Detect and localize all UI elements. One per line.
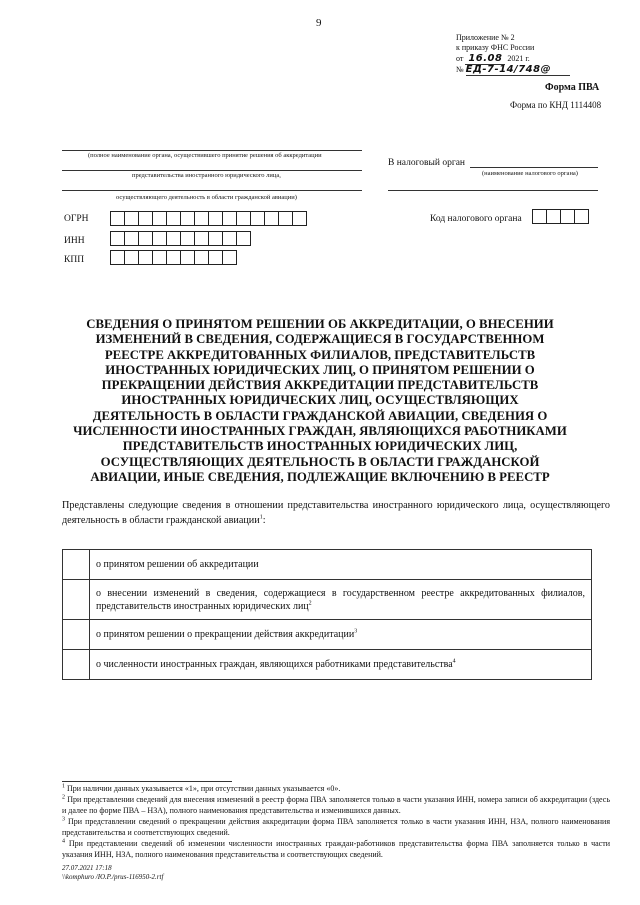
option-row <box>63 620 592 650</box>
intro-body: Представлены следующие сведения в отношении представительства иностранного юридического лица, осуществляющего деятельность в области гражданской авиации <box>62 500 610 526</box>
option-checkbox-changes[interactable] <box>63 580 90 620</box>
options-table <box>62 549 592 680</box>
kpp-label: КПП <box>64 255 85 265</box>
intro-text <box>62 498 610 528</box>
date-prefix: от <box>456 54 464 63</box>
footnote-1: $^1$ При наличии данных указывается «1», при отсутствии данных указывается «0». <box>62 783 341 793</box>
kpp-cells[interactable] <box>110 250 236 265</box>
document-title: СВЕДЕНИЯ О ПРИНЯТОМ РЕШЕНИИ ОБ АККРЕДИТАЦИИ, О ВНЕСЕНИИ ИЗМЕНЕНИЙ В СВЕДЕНИЯ, СОДЕРЖАЩИЕСЯ В ГОСУДАРСТВЕННОМ РЕЕСТРЕ АККРЕДИТОВАННЫХ ФИЛИАЛОВ, ПРЕДСТАВИТЕЛЬСТВ ИНОСТРАННЫХ ЮРИДИЧЕСКИХ ЛИЦ, О ПРИНЯТОМ РЕШЕНИИ О ПРЕКРАЩЕНИИ ДЕЙСТВИЯ АККРЕДИТАЦИИ ПРЕДСТАВИТЕЛЬСТВ ИНОСТРАННЫХ ЮРИДИЧЕСКИХ ЛИЦ, ОСУЩЕСТВЛЯЮЩИХ ДЕЯТЕЛЬНОСТЬ В ОБЛАСТИ ГРАЖДАНСКОЙ АВИАЦИИ, СВЕДЕНИЯ О ЧИСЛЕННОСТИ ИНОСТРАННЫХ ГРАЖДАН, ЯВЛЯЮЩИХСЯ РАБОТНИКАМИ ПРЕДСТАВИТЕЛЬСТВ ИНОСТРАННЫХ ЮРИДИЧЕСКИХ ЛИЦ, ОСУЩЕСТВЛЯЮЩИХ ДЕЯТЕЛЬНОСТЬ В ОБЛАСТИ ГРАЖДАНСКОЙ АВИАЦИИ, ИНЫЕ СВЕДЕНИЯ, ПОДЛЕЖАЩИЕ ВКЛЮЧЕНИЮ В РЕЕСТР <box>73 317 567 484</box>
option-row <box>63 650 592 680</box>
org-caption-1: (полное наименование органа, осуществившего принятие решения об аккредитации <box>88 152 322 159</box>
tax-code-label: Код налогового органа <box>430 214 522 224</box>
file-stamp-path: \\komphuro /Ю.Р./prus-116950-2.rtf <box>62 873 164 881</box>
appendix-line1: Приложение № 2 <box>456 33 515 42</box>
option-checkbox-headcount[interactable] <box>63 650 90 680</box>
org-line-1[interactable] <box>62 150 362 151</box>
option-text-termination: о принятом решении о прекращении действия аккредитации$^3$ <box>90 620 592 650</box>
option-checkbox-accreditation[interactable] <box>63 550 90 580</box>
inn-label: ИНН <box>64 236 85 246</box>
tax-authority-caption: (наименование налогового органа) <box>482 170 578 177</box>
option-checkbox-termination[interactable] <box>63 620 90 650</box>
org-line-2[interactable] <box>62 170 362 171</box>
number-value: ЕД-7-14/748@ <box>466 64 570 76</box>
option-text-changes: о внесении изменений в сведения, содержащиеся в государственном реестре аккредитованных филиалов, представительств иностранных юридических лиц$^2$ <box>90 580 592 620</box>
option-row <box>63 550 592 580</box>
intro-colon: : <box>262 515 266 526</box>
ogrn-cells[interactable] <box>110 211 306 226</box>
date-value: 16.08 <box>465 53 505 65</box>
date-suffix: 2021 г. <box>507 54 530 63</box>
option-text-accreditation: о принятом решении об аккредитации <box>90 550 592 580</box>
inn-cells[interactable] <box>110 231 250 246</box>
appendix-number <box>456 64 570 76</box>
tax-authority-label: В налоговый орган <box>388 158 466 168</box>
option-text-headcount: о численности иностранных граждан, являющихся работниками представительства$^4$ <box>90 650 592 680</box>
form-name: Форма ПВА <box>545 82 600 93</box>
file-stamp-date: 27.07.2021 17:18 <box>62 864 112 872</box>
intro-footnote-ref: 1 <box>259 514 263 521</box>
option-row <box>63 580 592 620</box>
footnote-4: $^4$ При представлении сведений об изменении численности иностранных граждан-работников представительства форма ПВА заполняется только в части указания ИНН, НЗА, полного наименования представительства и соответствующих сведений. <box>62 838 611 859</box>
tax-authority-line-2[interactable] <box>388 190 598 191</box>
org-caption-3: осуществляющего деятельность в области гражданской авиации) <box>116 194 297 201</box>
tax-code-cells[interactable] <box>532 209 588 224</box>
footnote-3: $^3$ При представлении сведений о прекращении действия аккредитации форма ПВА заполняется только в части указания ИНН, НЗА, полного наименования представительства и соответствующих сведений. <box>62 816 611 837</box>
ogrn-label: ОГРН <box>64 214 89 224</box>
page-number: 9 <box>316 17 322 29</box>
tax-authority-line[interactable] <box>470 167 598 168</box>
appendix-line2: к приказу ФНС России <box>456 43 535 52</box>
footnote-separator <box>62 781 232 782</box>
org-caption-2: представительства иностранного юридического лица, <box>132 172 281 179</box>
footnote-2: $^2$ При представлении сведений для внесения изменений в реестр форма ПВА заполняется только в части указания ИНН, номера записи об аккредитации (здесь и далее по форме ПВА – НЗА), полного наименования представительства и изменившихся данных. <box>62 794 611 815</box>
org-line-3[interactable] <box>62 190 362 191</box>
form-knd: Форма по КНД 1114408 <box>510 100 602 110</box>
number-prefix: № <box>456 65 464 74</box>
